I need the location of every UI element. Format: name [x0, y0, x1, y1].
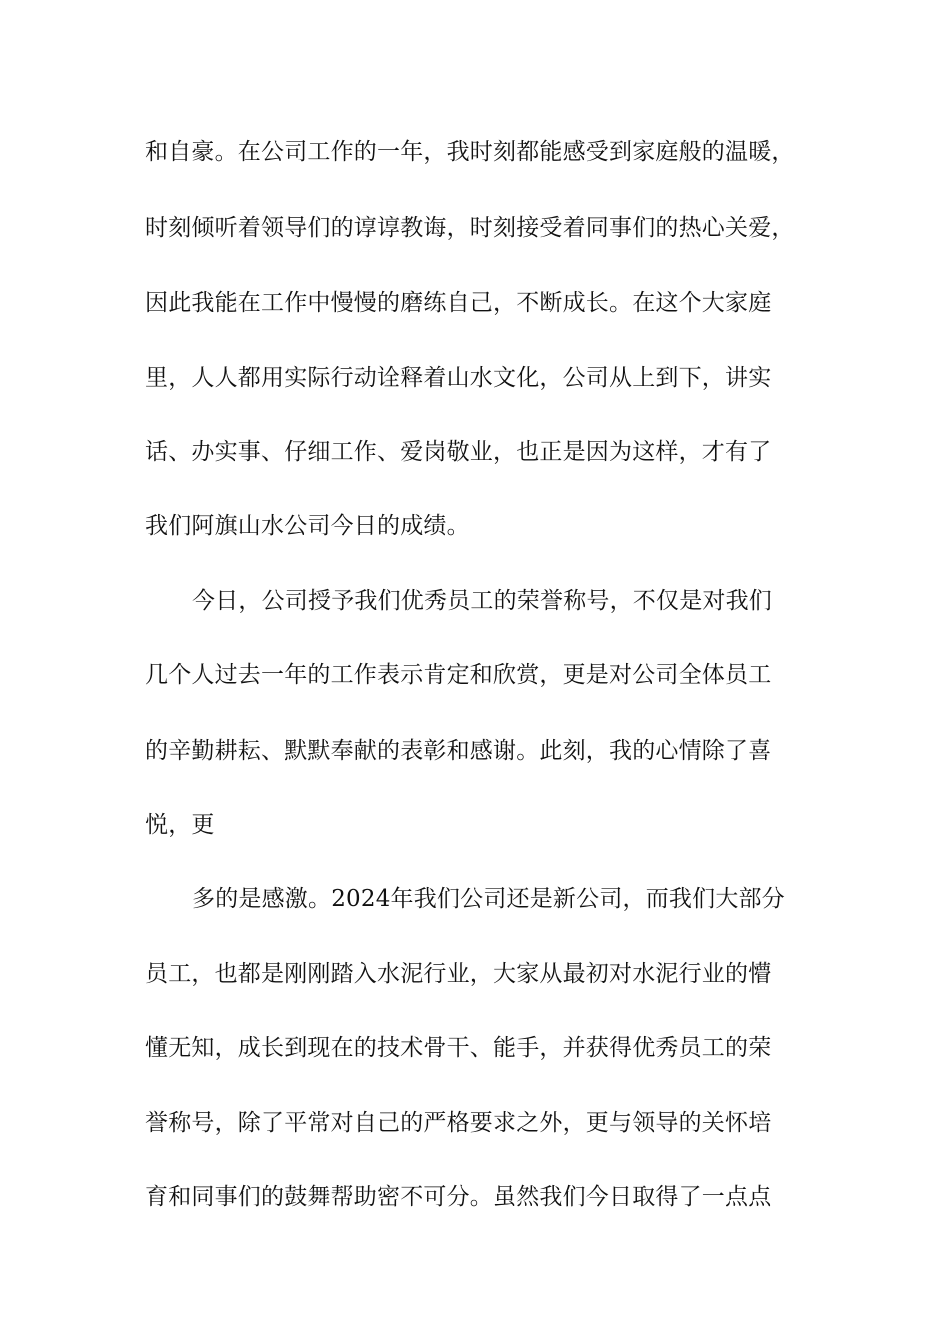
- text-line: 里，人人都用实际行动诠释着山水文化，公司从上到下，讲实: [145, 365, 772, 391]
- text-line: 的辛勤耕耘、默默奉献的表彰和感谢。此刻，我的心情除了喜: [145, 738, 772, 764]
- text-line: 育和同事们的鼓舞帮助密不可分。虽然我们今日取得了一点点: [145, 1184, 772, 1210]
- text-line: 话、办实事、仔细工作、爱岗敬业，也正是因为这样，才有了: [145, 439, 772, 465]
- text-line: 时刻倾听着领导们的谆谆教诲，时刻接受着同事们的热心关爱，: [145, 215, 795, 241]
- paragraph-first-line: 多的是感激。2024年我们公司还是新公司，而我们大部分: [192, 886, 785, 912]
- text-line: 我们阿旗山水公司今日的成绩。: [145, 513, 470, 539]
- text-line: 和自豪。在公司工作的一年，我时刻都能感受到家庭般的温暖，: [145, 139, 795, 165]
- text-line: 员工，也都是刚刚踏入水泥行业，大家从最初对水泥行业的懵: [145, 961, 772, 987]
- paragraph-first-line: 今日，公司授予我们优秀员工的荣誉称号，不仅是对我们: [192, 588, 772, 614]
- text-line: 懂无知，成长到现在的技术骨干、能手，并获得优秀员工的荣: [145, 1035, 772, 1061]
- text-line: 几个人过去一年的工作表示肯定和欣赏，更是对公司全体员工: [145, 662, 772, 688]
- text-line: 誉称号，除了平常对自己的严格要求之外，更与领导的关怀培: [145, 1110, 772, 1136]
- text-line: 悦，更: [145, 812, 215, 838]
- text-line: 因此我能在工作中慢慢的磨练自己，不断成长。在这个大家庭: [145, 290, 772, 316]
